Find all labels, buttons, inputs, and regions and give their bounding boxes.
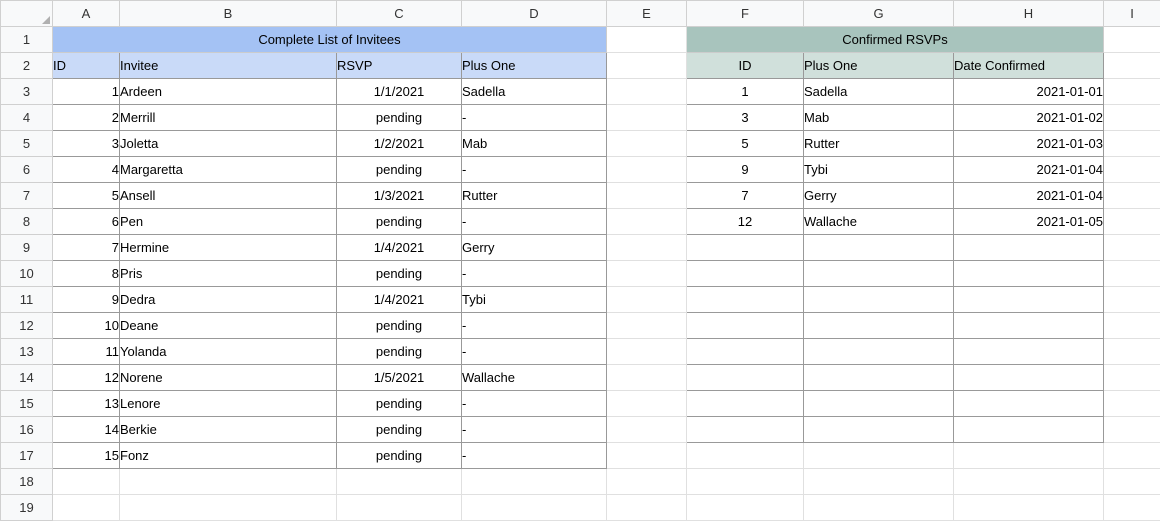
left-cell-rsvp[interactable]: 1/2/2021 xyxy=(337,131,462,157)
cell-e12[interactable] xyxy=(607,313,687,339)
column-header-row xyxy=(1,1,1160,27)
table-row[interactable] xyxy=(1,365,1160,391)
cell-f17[interactable] xyxy=(687,443,804,469)
right-cell-id-empty[interactable] xyxy=(687,313,804,339)
table-row[interactable] xyxy=(1,209,1160,235)
left-cell-plus-one[interactable]: - xyxy=(462,339,607,365)
left-cell-invitee[interactable]: Pris xyxy=(120,261,337,287)
left-cell-id[interactable]: 2 xyxy=(53,105,120,131)
cell-i6[interactable] xyxy=(1104,157,1160,183)
table-row[interactable] xyxy=(1,261,1160,287)
cell-i18[interactable] xyxy=(1104,469,1160,495)
column-header-g[interactable]: G xyxy=(804,1,954,27)
row-header-6[interactable]: 6 xyxy=(1,157,53,183)
left-cell-invitee[interactable]: Margaretta xyxy=(120,157,337,183)
row-header-14[interactable]: 14 xyxy=(1,365,53,391)
table-row[interactable] xyxy=(1,313,1160,339)
cell-i5[interactable] xyxy=(1104,131,1160,157)
right-cell-date[interactable]: 2021-01-04 xyxy=(954,157,1104,183)
row-header-13[interactable]: 13 xyxy=(1,339,53,365)
right-cell-id[interactable]: 12 xyxy=(687,209,804,235)
left-cell-id[interactable]: 4 xyxy=(53,157,120,183)
row-header-7[interactable]: 7 xyxy=(1,183,53,209)
select-all-corner[interactable] xyxy=(1,1,53,27)
right-cell-date-empty[interactable] xyxy=(954,313,1104,339)
right-cell-id[interactable]: 1 xyxy=(687,79,804,105)
right-cell-date[interactable]: 2021-01-05 xyxy=(954,209,1104,235)
left-cell-rsvp[interactable]: pending xyxy=(337,209,462,235)
cell-e8[interactable] xyxy=(607,209,687,235)
table-row[interactable] xyxy=(1,495,1160,521)
cell-i4[interactable] xyxy=(1104,105,1160,131)
row-header-12[interactable]: 12 xyxy=(1,313,53,339)
left-table-title[interactable]: Complete List of Invitees xyxy=(53,27,607,53)
right-header-id[interactable]: ID xyxy=(687,53,804,79)
left-cell-id[interactable]: 5 xyxy=(53,183,120,209)
right-cell-plus-one[interactable]: Sadella xyxy=(804,79,954,105)
cell-b18[interactable] xyxy=(120,469,337,495)
right-cell-id-empty[interactable] xyxy=(687,261,804,287)
cell-h19[interactable] xyxy=(954,495,1104,521)
left-cell-plus-one[interactable]: Rutter xyxy=(462,183,607,209)
right-cell-id-empty[interactable] xyxy=(687,235,804,261)
row-header-1[interactable]: 1 xyxy=(1,27,53,53)
right-cell-date[interactable]: 2021-01-04 xyxy=(954,183,1104,209)
cell-e11[interactable] xyxy=(607,287,687,313)
table-row[interactable] xyxy=(1,157,1160,183)
cell-i10[interactable] xyxy=(1104,261,1160,287)
cell-i8[interactable] xyxy=(1104,209,1160,235)
right-cell-id-empty[interactable] xyxy=(687,339,804,365)
right-cell-plus-one[interactable]: Gerry xyxy=(804,183,954,209)
left-cell-rsvp[interactable]: 1/4/2021 xyxy=(337,287,462,313)
left-cell-plus-one[interactable]: - xyxy=(462,105,607,131)
row-header-11[interactable]: 11 xyxy=(1,287,53,313)
table-row[interactable] xyxy=(1,183,1160,209)
table-row[interactable] xyxy=(1,27,1160,53)
cell-e4[interactable] xyxy=(607,105,687,131)
table-row[interactable] xyxy=(1,235,1160,261)
right-cell-id-empty[interactable] xyxy=(687,365,804,391)
cell-i3[interactable] xyxy=(1104,79,1160,105)
cell-e2[interactable] xyxy=(607,53,687,79)
cell-i13[interactable] xyxy=(1104,339,1160,365)
left-cell-rsvp[interactable]: pending xyxy=(337,157,462,183)
cell-e3[interactable] xyxy=(607,79,687,105)
left-cell-plus-one[interactable]: Sadella xyxy=(462,79,607,105)
row-header-5[interactable]: 5 xyxy=(1,131,53,157)
left-cell-id[interactable]: 15 xyxy=(53,443,120,469)
left-cell-invitee[interactable]: Yolanda xyxy=(120,339,337,365)
cell-i17[interactable] xyxy=(1104,443,1160,469)
row-header-8[interactable]: 8 xyxy=(1,209,53,235)
table-row[interactable] xyxy=(1,469,1160,495)
cell-d19[interactable] xyxy=(462,495,607,521)
cell-e6[interactable] xyxy=(607,157,687,183)
cell-i9[interactable] xyxy=(1104,235,1160,261)
right-cell-date-empty[interactable] xyxy=(954,339,1104,365)
right-cell-plus-one[interactable]: Rutter xyxy=(804,131,954,157)
row-header-16[interactable]: 16 xyxy=(1,417,53,443)
left-cell-invitee[interactable]: Pen xyxy=(120,209,337,235)
left-header-rsvp[interactable]: RSVP xyxy=(337,53,462,79)
cell-g17[interactable] xyxy=(804,443,954,469)
table-row[interactable] xyxy=(1,131,1160,157)
cell-i2[interactable] xyxy=(1104,53,1160,79)
right-cell-id[interactable]: 5 xyxy=(687,131,804,157)
cell-i11[interactable] xyxy=(1104,287,1160,313)
cell-f18[interactable] xyxy=(687,469,804,495)
table-row[interactable] xyxy=(1,443,1160,469)
right-cell-date[interactable]: 2021-01-02 xyxy=(954,105,1104,131)
table-row[interactable] xyxy=(1,287,1160,313)
right-cell-date-empty[interactable] xyxy=(954,365,1104,391)
left-cell-rsvp[interactable]: pending xyxy=(337,105,462,131)
left-cell-plus-one[interactable]: Gerry xyxy=(462,235,607,261)
cell-b19[interactable] xyxy=(120,495,337,521)
left-cell-id[interactable]: 6 xyxy=(53,209,120,235)
right-cell-date-empty[interactable] xyxy=(954,235,1104,261)
right-cell-date[interactable]: 2021-01-03 xyxy=(954,131,1104,157)
column-header-d[interactable]: D xyxy=(462,1,607,27)
cell-a19[interactable] xyxy=(53,495,120,521)
row-header-4[interactable]: 4 xyxy=(1,105,53,131)
cell-g18[interactable] xyxy=(804,469,954,495)
right-cell-id-empty[interactable] xyxy=(687,417,804,443)
left-cell-plus-one[interactable]: Tybi xyxy=(462,287,607,313)
cell-e14[interactable] xyxy=(607,365,687,391)
column-header-e[interactable]: E xyxy=(607,1,687,27)
row-header-19[interactable]: 19 xyxy=(1,495,53,521)
column-header-b[interactable]: B xyxy=(120,1,337,27)
column-header-i[interactable]: I xyxy=(1104,1,1160,27)
left-cell-invitee[interactable]: Dedra xyxy=(120,287,337,313)
left-cell-plus-one[interactable]: - xyxy=(462,157,607,183)
left-cell-plus-one[interactable]: Mab xyxy=(462,131,607,157)
left-header-id[interactable]: ID xyxy=(53,53,120,79)
left-cell-id[interactable]: 14 xyxy=(53,417,120,443)
column-header-a[interactable]: A xyxy=(53,1,120,27)
right-cell-id-empty[interactable] xyxy=(687,391,804,417)
left-cell-id[interactable]: 10 xyxy=(53,313,120,339)
row-header-18[interactable]: 18 xyxy=(1,469,53,495)
left-cell-invitee[interactable]: Deane xyxy=(120,313,337,339)
left-cell-rsvp[interactable]: pending xyxy=(337,443,462,469)
left-cell-invitee[interactable]: Ardeen xyxy=(120,79,337,105)
left-cell-invitee[interactable]: Ansell xyxy=(120,183,337,209)
right-cell-id[interactable]: 7 xyxy=(687,183,804,209)
right-cell-plus-one[interactable]: Tybi xyxy=(804,157,954,183)
row-header-17[interactable]: 17 xyxy=(1,443,53,469)
cell-f19[interactable] xyxy=(687,495,804,521)
right-cell-plus-one[interactable]: Wallache xyxy=(804,209,954,235)
left-cell-rsvp[interactable]: 1/4/2021 xyxy=(337,235,462,261)
cell-h17[interactable] xyxy=(954,443,1104,469)
right-cell-plus-one-empty[interactable] xyxy=(804,235,954,261)
right-cell-id[interactable]: 9 xyxy=(687,157,804,183)
left-cell-plus-one[interactable]: - xyxy=(462,313,607,339)
cell-c18[interactable] xyxy=(337,469,462,495)
right-cell-plus-one-empty[interactable] xyxy=(804,365,954,391)
cell-i16[interactable] xyxy=(1104,417,1160,443)
cell-e10[interactable] xyxy=(607,261,687,287)
right-cell-plus-one-empty[interactable] xyxy=(804,313,954,339)
right-cell-plus-one-empty[interactable] xyxy=(804,261,954,287)
left-cell-plus-one[interactable]: - xyxy=(462,209,607,235)
cell-e9[interactable] xyxy=(607,235,687,261)
right-cell-plus-one-empty[interactable] xyxy=(804,417,954,443)
row-header-9[interactable]: 9 xyxy=(1,235,53,261)
table-row[interactable] xyxy=(1,53,1160,79)
left-cell-id[interactable]: 7 xyxy=(53,235,120,261)
cell-e7[interactable] xyxy=(607,183,687,209)
left-cell-id[interactable]: 1 xyxy=(53,79,120,105)
cell-e18[interactable] xyxy=(607,469,687,495)
cell-c19[interactable] xyxy=(337,495,462,521)
left-cell-invitee[interactable]: Joletta xyxy=(120,131,337,157)
cell-e5[interactable] xyxy=(607,131,687,157)
left-cell-plus-one[interactable]: - xyxy=(462,443,607,469)
cell-i7[interactable] xyxy=(1104,183,1160,209)
row-header-10[interactable]: 10 xyxy=(1,261,53,287)
table-row[interactable] xyxy=(1,417,1160,443)
right-header-date-confirmed[interactable]: Date Confirmed xyxy=(954,53,1104,79)
cell-h18[interactable] xyxy=(954,469,1104,495)
right-header-plus-one[interactable]: Plus One xyxy=(804,53,954,79)
left-cell-id[interactable]: 8 xyxy=(53,261,120,287)
left-cell-rsvp[interactable]: 1/5/2021 xyxy=(337,365,462,391)
corner-triangle-icon xyxy=(42,16,50,24)
left-cell-rsvp[interactable]: 1/1/2021 xyxy=(337,79,462,105)
table-row[interactable] xyxy=(1,79,1160,105)
right-cell-date-empty[interactable] xyxy=(954,287,1104,313)
left-cell-rsvp[interactable]: pending xyxy=(337,261,462,287)
table-row[interactable] xyxy=(1,391,1160,417)
cell-i15[interactable] xyxy=(1104,391,1160,417)
right-cell-date-empty[interactable] xyxy=(954,261,1104,287)
cell-i14[interactable] xyxy=(1104,365,1160,391)
cell-i1[interactable] xyxy=(1104,27,1160,53)
row-header-15[interactable]: 15 xyxy=(1,391,53,417)
left-cell-rsvp[interactable]: pending xyxy=(337,313,462,339)
cell-d18[interactable] xyxy=(462,469,607,495)
cell-i12[interactable] xyxy=(1104,313,1160,339)
table-row[interactable] xyxy=(1,105,1160,131)
cell-i19[interactable] xyxy=(1104,495,1160,521)
left-cell-plus-one[interactable]: - xyxy=(462,261,607,287)
left-cell-id[interactable]: 3 xyxy=(53,131,120,157)
left-cell-invitee[interactable]: Hermine xyxy=(120,235,337,261)
table-row[interactable] xyxy=(1,339,1160,365)
right-cell-id[interactable]: 3 xyxy=(687,105,804,131)
right-cell-id-empty[interactable] xyxy=(687,287,804,313)
column-header-c[interactable]: C xyxy=(337,1,462,27)
right-cell-date[interactable]: 2021-01-01 xyxy=(954,79,1104,105)
cell-e19[interactable] xyxy=(607,495,687,521)
right-cell-date-empty[interactable] xyxy=(954,417,1104,443)
column-header-h[interactable]: H xyxy=(954,1,1104,27)
left-cell-plus-one[interactable]: - xyxy=(462,391,607,417)
right-cell-plus-one-empty[interactable] xyxy=(804,287,954,313)
row-header-3[interactable]: 3 xyxy=(1,79,53,105)
column-header-f[interactable]: F xyxy=(687,1,804,27)
left-cell-rsvp[interactable]: pending xyxy=(337,391,462,417)
right-cell-plus-one[interactable]: Mab xyxy=(804,105,954,131)
left-cell-id[interactable]: 13 xyxy=(53,391,120,417)
left-header-invitee[interactable]: Invitee xyxy=(120,53,337,79)
right-cell-date-empty[interactable] xyxy=(954,391,1104,417)
cell-a18[interactable] xyxy=(53,469,120,495)
left-cell-id[interactable]: 11 xyxy=(53,339,120,365)
left-cell-invitee[interactable]: Norene xyxy=(120,365,337,391)
left-cell-invitee[interactable]: Merrill xyxy=(120,105,337,131)
row-header-2[interactable]: 2 xyxy=(1,53,53,79)
left-cell-invitee[interactable]: Berkie xyxy=(120,417,337,443)
cell-e17[interactable] xyxy=(607,443,687,469)
left-header-plus-one[interactable]: Plus One xyxy=(462,53,607,79)
cell-e15[interactable] xyxy=(607,391,687,417)
left-cell-invitee[interactable]: Fonz xyxy=(120,443,337,469)
left-cell-invitee[interactable]: Lenore xyxy=(120,391,337,417)
right-cell-plus-one-empty[interactable] xyxy=(804,339,954,365)
cell-g19[interactable] xyxy=(804,495,954,521)
left-cell-plus-one[interactable]: - xyxy=(462,417,607,443)
cell-e16[interactable] xyxy=(607,417,687,443)
cell-e13[interactable] xyxy=(607,339,687,365)
left-cell-plus-one[interactable]: Wallache xyxy=(462,365,607,391)
cell-e1[interactable] xyxy=(607,27,687,53)
left-cell-rsvp[interactable]: pending xyxy=(337,417,462,443)
left-cell-id[interactable]: 9 xyxy=(53,287,120,313)
left-cell-rsvp[interactable]: 1/3/2021 xyxy=(337,183,462,209)
right-table-title[interactable]: Confirmed RSVPs xyxy=(687,27,1104,53)
left-cell-rsvp[interactable]: pending xyxy=(337,339,462,365)
left-cell-id[interactable]: 12 xyxy=(53,365,120,391)
right-cell-plus-one-empty[interactable] xyxy=(804,391,954,417)
